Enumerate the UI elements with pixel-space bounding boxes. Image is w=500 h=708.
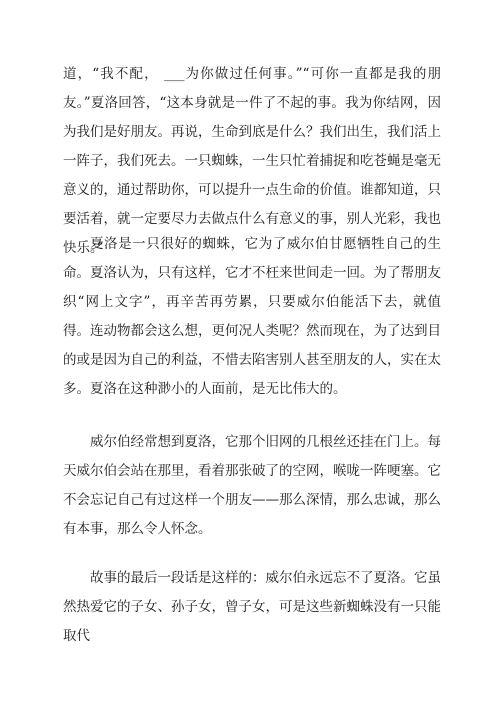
paragraph-2: 夏洛是一只很好的蜘蛛，它为了威尔伯甘愿牺牲自己的生命。夏洛认为，只有这样，它才不枉来世间走一回。为了帮朋友织“网上文字”，再辛苦再劳累，只要威尔伯能活下去，就值得。连动物都会这么想，更何况人类呢？然而现在，为了达到目的或是因为自己的利益，不惜去陷害别人甚至朋友的人，实在太多。夏洛在这种渺小的人面前，是无比伟大的。 xyxy=(63,236,441,397)
paragraph-1: 道，“我不配， ___为你做过任何事。”“可你一直都是我的朋友。”夏洛回答，“这本身就是一件了不起的事。我为你结网，因为我们是好朋友。再说，生命到底是什么？我们出生，我们活上一阵子，我们死去。一只蜘蛛，一生只忙着捕捉和吃苍蝇是毫无意义的，通过帮助你，可以提升一点生命的价值。谁都知道，只要活着，就一定要尽力去做点什么有意义的事，别人光彩，我也快乐。” xyxy=(63,66,441,256)
paragraph-4: 故事的最后一段话是这样的：威尔伯永远忘不了夏洛。它虽然热爱它的子女、孙子女，曾子女，可是这些新蜘蛛没有一只能取代 xyxy=(63,570,441,644)
paragraph-3: 威尔伯经常想到夏洛，它那个旧网的几根丝还挂在门上。每天威尔伯会站在那里，看着那张破了的空网，喉咙一阵哽塞。它不会忘记自己有过这样一个朋友——那么深情，那么忠诚，那么有本事，那么令人怀念。 xyxy=(63,434,441,537)
